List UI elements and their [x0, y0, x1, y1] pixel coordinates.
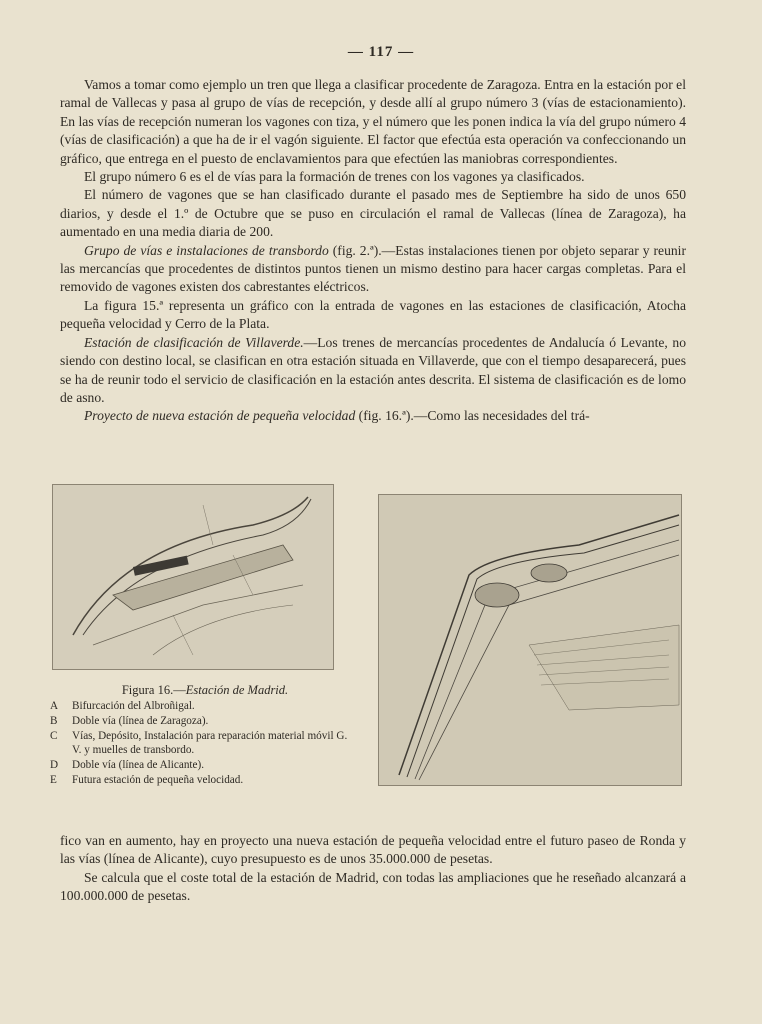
legend-key: C — [50, 729, 58, 742]
legend-key: B — [50, 714, 58, 727]
station-aerial-illustration-left — [53, 485, 333, 669]
legend-text: Bifurcación del Albroñigal. — [72, 700, 195, 712]
legend-key: A — [50, 700, 59, 712]
paragraph-7 — [60, 407, 686, 425]
paragraph-5: La figura 15.ª representa un gráfico con la entrada de vagones en las estaciones de clasificación, Atocha pequeña velocidad y Cerro de la Plata. — [60, 297, 686, 332]
legend-key: E — [50, 773, 57, 786]
paragraph-8: fico van en aumento, hay en proyecto una nueva estación de pequeña velocidad entre el futuro paseo de Ronda y las vías (línea de Alicante), cuyo presupuesto es de unos 35.000.000 de pesetas. — [60, 833, 686, 867]
figure-caption-prefix: Figura 16.— — [121, 683, 186, 697]
paragraph-9: Se calcula que el coste total de la estación de Madrid, con todas las ampliaciones que he reseñado alcanzará a 100.000.000 de pesetas. — [60, 869, 686, 904]
paragraph-7-text: (fig. 16.ª).—Como las necesidades del trá- — [355, 408, 590, 424]
legend-text: Doble vía (línea de Alicante). — [72, 759, 205, 772]
legend-item — [50, 773, 350, 788]
paragraph-6 — [60, 334, 686, 408]
legend-text: Vías, Depósito, Instalación para reparación material móvil G. V. y muelles de transbordo. — [72, 729, 348, 757]
station-photo-left — [52, 484, 334, 670]
body-text-bottom — [60, 832, 686, 906]
section-heading-villaverde: Estación de clasificación de Villaverde. — [84, 334, 304, 350]
figure-caption — [60, 683, 350, 698]
paragraph-4-text: (fig. 2.ª).—Estas instalaciones tienen por objeto separar y reunir las mercancías que procedentes de distintos puntos tienen un mismo destino para hacer cargas completas. Para el removido de vagones existen dos cabrestantes eléctricos. — [60, 242, 686, 295]
body-text-top — [60, 76, 686, 426]
station-photo-right — [378, 494, 682, 786]
legend-text: Futura estación de pequeña velocidad. — [72, 773, 244, 786]
legend-item — [50, 729, 350, 759]
paragraph-6-text: —Los trenes de mercancías procedentes de Andalucía ó Levante, no siendo con destino local, se clasifican en otra estación situada en Villaverde, que con el tiempo desaparecerá, pues se ha de reunir todo el servicio de clasificación en la estación antes descrita. El sistema de clasificación es de lomo de asno. — [60, 334, 686, 405]
paragraph-3: El número de vagones que se han clasificado durante el pasado mes de Septiembre ha sido de unos 650 diarios, y desde el 1.º de Octubre que se puso en circulación el ramal de Vallecas (línea de Zaragoza), ha aumentado en una media diaria de 200. — [60, 187, 686, 240]
figure-caption-title: Estación de Madrid. — [185, 683, 289, 697]
paragraph-1: Vamos a tomar como ejemplo un tren que llega a clasificar procedente de Zaragoza. Entra en la estación por el ramal de Vallecas y pasa al grupo de vías de recepción, y desde allí al grupo número 3 (vías de estacionamiento). En las vías de recepción numeran los vagones con tiza, y el número que les ponen indica la vía del grupo número 4 (vías de clasificación) a que ha de ir el vagón siguiente. El factor que efectúa esta operación va confeccionando un gráfico, que entrega en el puesto de enclavamientos para que efectúen las maniobras correspondientes. — [60, 77, 686, 166]
legend-key: D — [50, 759, 59, 772]
legend-item — [50, 699, 350, 714]
section-heading-transbordo: Grupo de vías e instalaciones de transbordo — [84, 242, 329, 258]
section-heading-proyecto: Proyecto de nueva estación de pequeña velocidad — [84, 408, 356, 424]
legend-text: Doble vía (línea de Zaragoza). — [72, 714, 209, 727]
figure-legend — [50, 699, 350, 788]
legend-item — [50, 714, 350, 729]
paragraph-4 — [60, 242, 686, 297]
page-number: — 117 — — [347, 44, 415, 60]
station-plan-illustration-right — [379, 495, 681, 785]
legend-item — [50, 758, 350, 773]
paragraph-2: El grupo número 6 es el de vías para la formación de trenes con los vagones ya clasificados. — [84, 169, 585, 185]
